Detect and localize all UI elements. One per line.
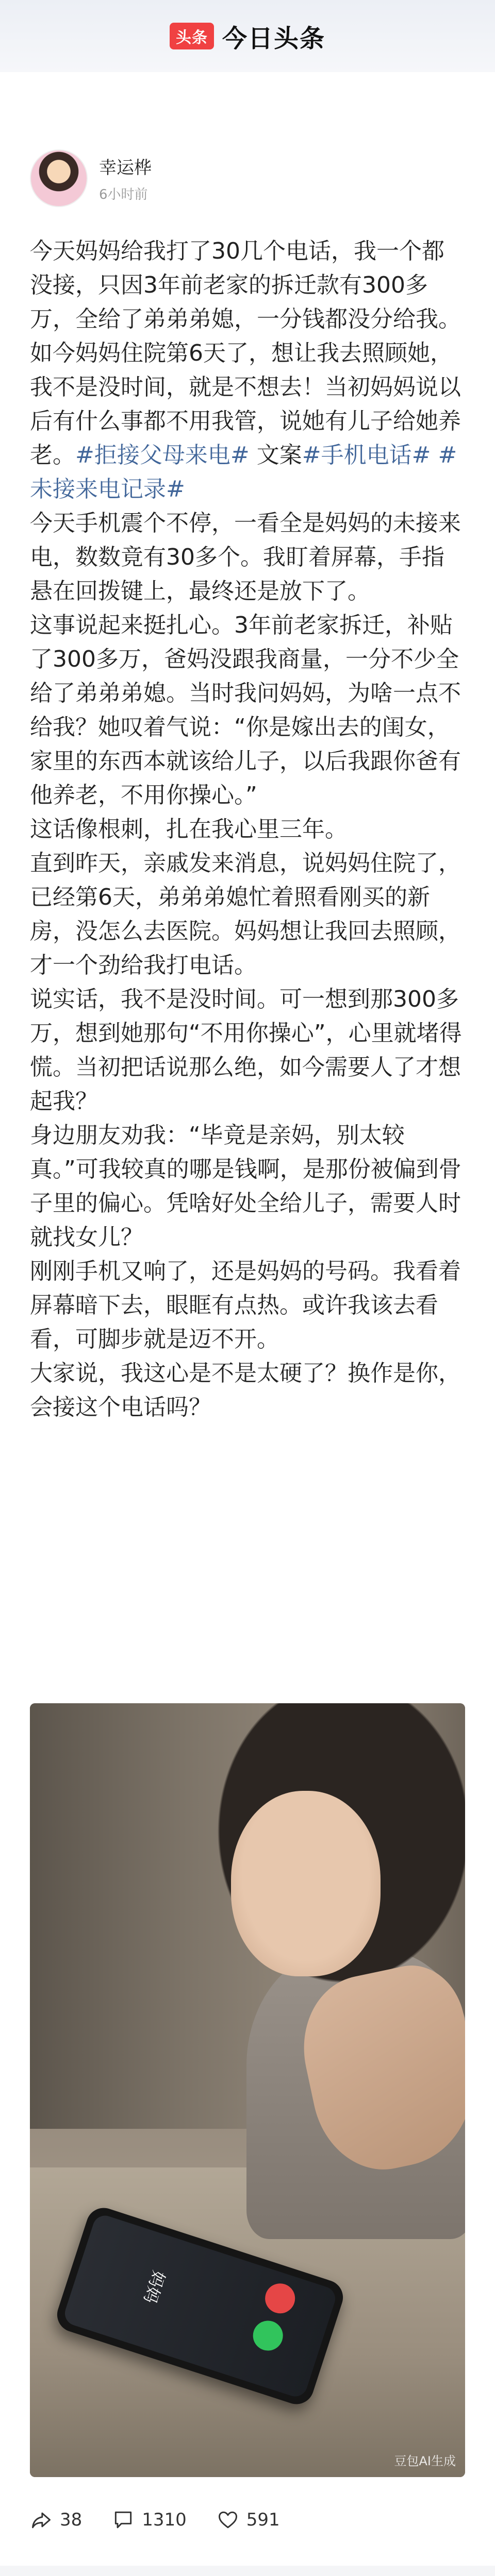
hashtag-link[interactable]: #未接来电记录# xyxy=(30,442,457,502)
phone-caller-name: 妈妈 xyxy=(140,2268,169,2306)
brand-badge: 头条 xyxy=(170,23,214,49)
post-paragraph: 大家说，我这心是不是太硬了？换作是你，会接这个电话吗？ xyxy=(30,1360,461,1420)
share-count: 38 xyxy=(60,2510,82,2530)
avatar[interactable] xyxy=(30,149,88,207)
author-block[interactable] xyxy=(30,149,152,207)
like-button[interactable] xyxy=(217,2509,280,2531)
like-count: 591 xyxy=(246,2510,280,2530)
hashtag-link[interactable]: #手机电话# xyxy=(302,442,431,468)
post-inline-text: 文案 xyxy=(249,442,302,468)
author-name[interactable]: 幸运桦 xyxy=(99,158,152,178)
post-paragraph: 刚刚手机又响了，还是妈妈的号码。我看着屏幕暗下去，眼眶有点热。或许我该去看看，可脚步就是迈不开。 xyxy=(30,1258,461,1352)
decline-call-icon xyxy=(261,2280,299,2317)
post-paragraph: 直到昨天，亲戚发来消息，说妈妈住院了，已经第6天，弟弟弟媳忙着照看刚买的新房，没怎么去医院。妈妈想让我回去照顾，才一个劲给我打电话。 xyxy=(30,850,461,978)
comment-icon xyxy=(112,2509,135,2531)
post-intro-text: 今天妈妈给我打了30几个电话，我一个都没接，只因3年前老家的拆迁款有300多万，全给了弟弟弟媳，一分钱都没分给我。如今妈妈住院第6天了，想让我去照顾她，我不是没时间，就是不想去！当初妈妈说以后有什么事都不用我管，说她有儿子给她养老。 xyxy=(30,238,461,468)
share-button[interactable] xyxy=(30,2509,82,2531)
hashtag-link[interactable]: #拒接父母来电# xyxy=(75,442,250,468)
image-person-face xyxy=(231,1791,381,1976)
share-icon xyxy=(30,2509,53,2531)
engagement-bar xyxy=(30,2501,280,2538)
post-body xyxy=(30,234,465,1425)
comment-count: 1310 xyxy=(142,2510,187,2530)
app-header xyxy=(0,0,495,72)
ai-watermark: 豆包AI生成 xyxy=(394,2454,456,2468)
post-paragraph xyxy=(30,234,465,506)
post-paragraph: 今天手机震个不停，一看全是妈妈的未接来电，数数竟有30多个。我盯着屏幕，手指悬在回拨键上，最终还是放下了。 xyxy=(30,510,461,604)
post-time: 6小时前 xyxy=(99,187,148,202)
post-paragraph: 这话像根刺，扎在我心里三年。 xyxy=(30,816,348,842)
post-paragraph: 身边朋友劝我：“毕竟是亲妈，别太较真。”可我较真的哪是钱啊，是那份被偏到骨子里的偏心。凭啥好处全给儿子，需要人时就找女儿？ xyxy=(30,1122,461,1250)
app-title: 今日头条 xyxy=(222,24,325,53)
share-footer xyxy=(0,2566,495,2576)
accept-call-icon xyxy=(249,2317,287,2354)
post-paragraph: 这事说起来挺扎心。3年前老家拆迁，补贴了300多万，爸妈没跟我商量，一分不少全给了弟弟弟媳。当时我问妈妈，为啥一点不给我？她叹着气说：“你是嫁出去的闺女，家里的东西本就该给儿子，以后我跟你爸有他养老，不用你操心。” xyxy=(30,612,461,808)
heart-icon xyxy=(217,2509,239,2531)
post-image[interactable] xyxy=(30,1703,465,2477)
comment-button[interactable] xyxy=(112,2509,187,2531)
post-paragraph: 说实话，我不是没时间。可一想到那300多万，想到她那句“不用你操心”，心里就堵得慌。当初把话说那么绝，如今需要人了才想起我？ xyxy=(30,986,462,1114)
